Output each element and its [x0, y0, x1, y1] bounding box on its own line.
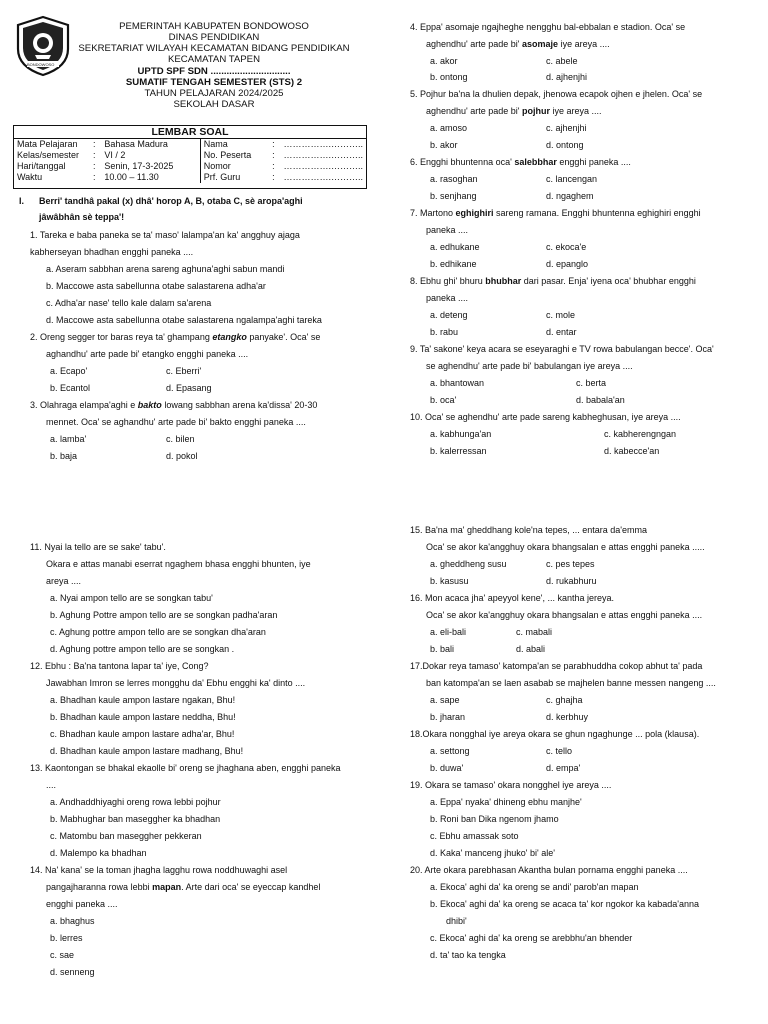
q15-option-c[interactable]: c. pes tepes: [546, 559, 595, 569]
q5-option-c[interactable]: c. ajhenjhi: [546, 123, 587, 133]
q11-option-c[interactable]: c. Aghung pottre ampon tello are se songkan dha'aran: [50, 627, 266, 637]
peserta-field[interactable]: …………….………..: [283, 150, 363, 160]
q5-option-b[interactable]: b. akor: [430, 140, 458, 150]
header-year: TAHUN PELAJARAN 2024/2025: [144, 88, 284, 99]
q16-option-b[interactable]: b. bali: [430, 644, 455, 654]
header-line-4: KECAMATAN TAPEN: [167, 54, 261, 65]
q20-option-b[interactable]: b. Ekoca' aghi da' ka oreng se acaca ta' kor ngokor ka kabada'anna: [430, 899, 700, 909]
q19-option-c[interactable]: c. Ebhu amassak soto: [430, 831, 519, 841]
q8-option-a[interactable]: a. deteng: [430, 310, 468, 320]
q9-option-d[interactable]: d. babala'an: [576, 395, 625, 405]
q19-option-d[interactable]: d. Kaka' manceng jhuko' bi' ale': [430, 848, 555, 858]
q17-option-b[interactable]: b. jharan: [430, 712, 466, 722]
q19-option-a[interactable]: a. Eppa' nyaka' dhineng ebhu manjhe': [430, 797, 582, 807]
q11-option-d[interactable]: d. Aghung pottre ampon tello are se songkan .: [50, 644, 235, 654]
q18-option-b[interactable]: b. duwa': [430, 763, 464, 773]
q18-option-a[interactable]: a. settong: [430, 746, 470, 756]
q3-option-a[interactable]: a. lamba': [50, 434, 87, 444]
q3-option-d[interactable]: d. pokol: [166, 451, 198, 461]
q1-option-a[interactable]: a. Aseram sabbhan arena sareng aghuna'aghi sabun mandi: [46, 264, 285, 274]
guru-key: Prf. Guru: [203, 172, 241, 182]
q16-option-d[interactable]: d. abali: [516, 644, 546, 654]
hari-key: Hari/tanggal: [17, 161, 66, 171]
header-line-2: DINAS PENDIDIKAN: [168, 32, 260, 43]
header-level: SEKOLAH DASAR: [173, 99, 255, 110]
q10-option-c[interactable]: c. kabherengngan: [604, 429, 677, 439]
q13-option-a[interactable]: a. Andhaddhiyaghi oreng rowa lebbi pojhur: [50, 797, 221, 807]
section-number: I.: [19, 196, 25, 206]
q16-option-a[interactable]: a. eli-bali: [430, 627, 467, 637]
mapel-value: Bahasa Madura: [101, 139, 200, 150]
nama-field[interactable]: …………….………..: [283, 139, 363, 149]
header-exam-title: SUMATIF TENGAH SEMESTER (STS) 2: [125, 77, 303, 88]
q2-option-b[interactable]: b. Ecantol: [50, 383, 91, 393]
q20-option-a[interactable]: a. Ekoca' aghi da' ka oreng se andi' parob'an mapan: [430, 882, 639, 892]
q7-option-a[interactable]: a. edhukane: [430, 242, 480, 252]
q18-option-c[interactable]: c. tello: [546, 746, 573, 756]
kelas-value: VI / 2: [101, 150, 200, 161]
q12-option-a[interactable]: a. Bhadhan kaule ampon lastare ngakan, Bhu!: [50, 695, 236, 705]
guru-field[interactable]: …………….………..: [283, 172, 363, 182]
kelas-key: Kelas/semester: [17, 150, 80, 160]
lembar-soal-box: [13, 125, 367, 189]
q20-option-c[interactable]: c. Ekoca' aghi da' ka oreng se arebbhu'an bhender: [430, 933, 633, 943]
q18-option-d[interactable]: d. empa': [546, 763, 581, 773]
waktu-value: 10.00 – 11.30: [101, 172, 200, 183]
section-instruction-1: Berri' tandhâ pakal (x) dhâ' horop A, B, otaba C, sè aropa'aghi: [39, 196, 303, 206]
waktu-key: Waktu: [17, 172, 43, 182]
q6-option-a[interactable]: a. rasoghan: [430, 174, 478, 184]
q10-option-d[interactable]: d. kabecce'an: [604, 446, 660, 456]
q9-option-b[interactable]: b. oca': [430, 395, 457, 405]
q8-option-b[interactable]: b. rabu: [430, 327, 459, 337]
q12-option-d[interactable]: d. Bhadhan kaule ampon lastare madhang, Bhu!: [50, 746, 244, 756]
header-school: UPTD SPF SDN ..............................: [137, 66, 291, 77]
q4-option-d[interactable]: d. ajhenjhi: [546, 72, 588, 82]
q17-option-d[interactable]: d. kerbhuy: [546, 712, 589, 722]
nomor-key: Nomor: [203, 161, 231, 171]
q9-option-a[interactable]: a. bhantowan: [430, 378, 485, 388]
q20-option-b-cont: dhibi': [446, 916, 467, 926]
q7-option-c[interactable]: c. ekoca'e: [546, 242, 587, 252]
q3-option-b[interactable]: b. baja: [50, 451, 78, 461]
q2-option-a[interactable]: a. Ecapo': [50, 366, 88, 376]
q8-option-c[interactable]: c. mole: [546, 310, 576, 320]
peserta-key: No. Peserta: [203, 150, 252, 160]
q4-option-a[interactable]: a. akor: [430, 56, 458, 66]
q10-option-b[interactable]: b. kalerressan: [430, 446, 487, 456]
lembar-soal-title: LEMBAR SOAL: [14, 126, 366, 139]
q13-option-d[interactable]: d. Malempo ka bhadhan: [50, 848, 147, 858]
q8-option-d[interactable]: d. entar: [546, 327, 577, 337]
q6-option-b[interactable]: b. senjhang: [430, 191, 477, 201]
q2-option-d[interactable]: d. Epasang: [166, 383, 212, 393]
q12-option-c[interactable]: c. Bhadhan kaule ampon lastare adha'ar, Bhu!: [50, 729, 235, 739]
header-line-3: SEKRETARIAT WILAYAH KECAMATAN BIDANG PENDIDIKAN: [78, 43, 350, 54]
hari-value: Senin, 17-3-2025: [101, 161, 200, 172]
q13-option-c[interactable]: c. Matombu ban maseggher pekkeran: [50, 831, 202, 841]
q1-option-d[interactable]: d. Maccowe asta sabellunna otabe salastarena ngalampa'aghi tareka: [46, 315, 322, 325]
q4-option-b[interactable]: b. ontong: [430, 72, 468, 82]
q12-option-b[interactable]: b. Bhadhan kaule ampon lastare neddha, Bhu!: [50, 712, 236, 722]
q14-option-a[interactable]: a. bhaghus: [50, 916, 95, 926]
logo-caption: BONDOWOSO: [27, 62, 55, 67]
q14-option-c[interactable]: c. sae: [50, 950, 75, 960]
q13-option-b[interactable]: b. Mabhughar ban maseggher ka bhadhan: [50, 814, 221, 824]
q2-option-c[interactable]: c. Eberri': [166, 366, 202, 376]
q1-option-c[interactable]: c. Adha'ar nase' tello kale dalam sa'arena: [46, 298, 212, 308]
q17-option-a[interactable]: a. sape: [430, 695, 460, 705]
q14-option-d[interactable]: d. senneng: [50, 967, 95, 977]
q15-option-d[interactable]: d. rukabhuru: [546, 576, 597, 586]
q1-option-b[interactable]: b. Maccowe asta sabellunna otabe salastarena adha'ar: [46, 281, 266, 291]
q3-option-c[interactable]: c. bilen: [166, 434, 195, 444]
section-instruction-2: jâwâbhân sè teppa'!: [39, 212, 125, 222]
q11-option-b[interactable]: b. Aghung Pottre ampon tello are se songkan padha'aran: [50, 610, 278, 620]
mapel-key: Mata Pelajaran: [17, 139, 78, 149]
q5-option-a[interactable]: a. amoso: [430, 123, 468, 133]
q15-option-b[interactable]: b. kasusu: [430, 576, 469, 586]
q15-option-a[interactable]: a. gheddheng susu: [430, 559, 507, 569]
q7-option-d[interactable]: d. epanglo: [546, 259, 589, 269]
header-line-1: PEMERINTAH KABUPATEN BONDOWOSO: [119, 21, 309, 32]
q14-option-b[interactable]: b. lerres: [50, 933, 83, 943]
q6-option-c[interactable]: c. lancengan: [546, 174, 598, 184]
q6-option-d[interactable]: d. ngaghem: [546, 191, 594, 201]
nama-key: Nama: [203, 139, 228, 149]
q17-option-c[interactable]: c. ghajha: [546, 695, 583, 705]
q10-option-a[interactable]: a. kabhunga'an: [430, 429, 492, 439]
q11-option-a[interactable]: a. Nyai ampon tello are se songkan tabu': [50, 593, 213, 603]
q20-option-d[interactable]: d. ta' tao ka tengka: [430, 950, 506, 960]
q16-option-c[interactable]: c. mabali: [516, 627, 553, 637]
nomor-field[interactable]: …………….………..: [283, 161, 363, 171]
q9-option-c[interactable]: c. berta: [576, 378, 607, 388]
q5-option-d[interactable]: d. ontong: [546, 140, 584, 150]
q4-option-c[interactable]: c. abele: [546, 56, 578, 66]
identity-table: Mata Pelajaran : Bahasa Madura Nama : …………….……….. Kelas/semester : VI / 2 No. Peserta : …………….……….. Hari/tanggal : Senin, 17-3-2025 Nomor : …………….……….. Waktu : 10.00 – 11.30 Prf. Guru : …………….………..: [14, 139, 366, 183]
q19-option-b[interactable]: b. Roni ban Dika ngenom jhamo: [430, 814, 559, 824]
q7-option-b[interactable]: b. edhikane: [430, 259, 477, 269]
